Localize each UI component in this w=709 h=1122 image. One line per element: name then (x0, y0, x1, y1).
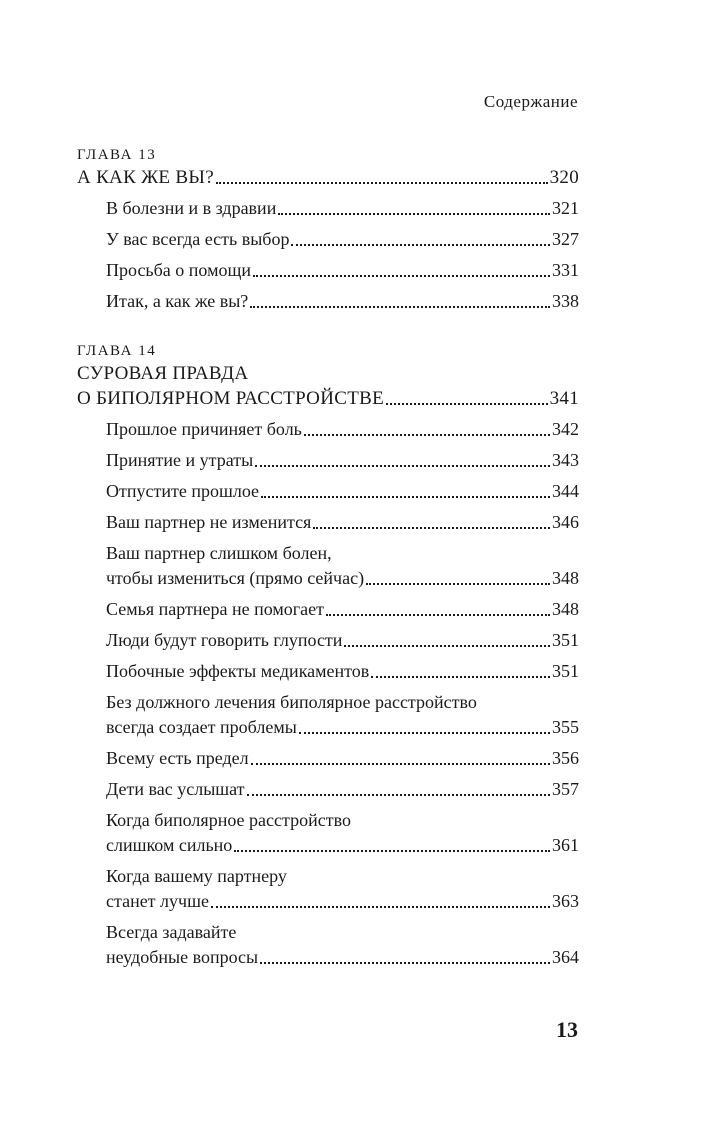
toc-entry[interactable] (106, 448, 579, 473)
dot-leader (291, 227, 550, 252)
dot-leader (326, 597, 550, 622)
section-title-last-line (106, 566, 579, 591)
section-title: Ваш партнер не изменится (106, 512, 312, 532)
section-title-first-line: Без должного лечения биполярное расстройство (106, 692, 477, 712)
section-title: всегда создает проблемы (106, 717, 297, 737)
page-number: 13 (556, 1017, 578, 1042)
section-page: 342 (552, 419, 579, 439)
chapter-title-line: СУРОВАЯ ПРАВДА (77, 363, 249, 384)
chapter-14 (77, 341, 579, 970)
section-page: 355 (552, 717, 579, 737)
toc-entry[interactable] (106, 258, 579, 283)
toc-entry[interactable] (106, 196, 579, 221)
running-head: Содержание (483, 92, 578, 111)
dot-leader (216, 165, 548, 190)
section-page: 348 (552, 568, 579, 588)
dot-leader (313, 510, 550, 535)
toc-entry[interactable] (106, 479, 579, 504)
dot-leader (250, 289, 550, 314)
dot-leader (344, 628, 550, 653)
dot-leader (299, 715, 550, 740)
section-title: У вас всегда есть выбор (106, 229, 290, 249)
dot-leader (251, 746, 550, 771)
section-title-first-line: Когда вашему партнеру (106, 866, 287, 886)
dot-leader (304, 417, 550, 442)
chapter-label: ГЛАВА 13 (77, 147, 157, 163)
toc-entry[interactable] (106, 659, 579, 684)
chapter-13 (77, 145, 579, 314)
section-title-first-line: Ваш партнер слишком болен, (106, 543, 332, 563)
dot-leader (211, 889, 550, 914)
section-title-first-line: Всегда задавайте (106, 922, 237, 942)
toc-entry[interactable] (106, 510, 579, 535)
section-title: неудобные вопросы (106, 947, 259, 967)
dot-leader (234, 833, 550, 858)
section-title: Дети вас услышат (106, 779, 245, 799)
section-page: 348 (552, 599, 579, 619)
toc-entry-multiline[interactable] (106, 864, 579, 914)
section-title: Прошлое причиняет боль (106, 419, 302, 439)
toc-entry-multiline[interactable] (106, 690, 579, 740)
toc-entry[interactable] (106, 628, 579, 653)
toc-entry[interactable] (106, 777, 579, 802)
section-title-first-line: Когда биполярное расстройство (106, 810, 351, 830)
section-title-last-line (106, 945, 579, 970)
toc-entry-multiline[interactable] (106, 541, 579, 591)
dot-leader (278, 196, 550, 221)
section-page: 331 (552, 260, 579, 280)
dot-leader (253, 258, 550, 283)
section-title-last-line (106, 833, 579, 858)
toc-entry-multiline[interactable] (106, 808, 579, 858)
section-title: Отпустите прошлое (106, 481, 260, 501)
toc-entry[interactable] (106, 289, 579, 314)
section-page: 344 (552, 481, 579, 501)
dot-leader (247, 777, 550, 802)
chapter-label: ГЛАВА 14 (77, 343, 157, 359)
dot-leader (371, 659, 550, 684)
section-page: 357 (552, 779, 579, 799)
section-page: 364 (552, 947, 579, 967)
toc-entry[interactable] (106, 597, 579, 622)
toc-entry[interactable] (106, 746, 579, 771)
section-page: 327 (552, 229, 579, 249)
section-page: 361 (552, 835, 579, 855)
section-title-last-line (106, 889, 579, 914)
section-page: 351 (552, 630, 579, 650)
dot-leader (255, 448, 550, 473)
section-page: 351 (552, 661, 579, 681)
section-title: Семья партнера не помогает (106, 599, 324, 619)
section-title: Всему есть предел (106, 748, 249, 768)
dot-leader (260, 945, 550, 970)
toc-entry[interactable] (106, 417, 579, 442)
section-title: Принятие и утраты (106, 450, 254, 470)
chapter-title: О БИПОЛЯРНОМ РАССТРОЙСТВЕ (77, 388, 384, 409)
section-title: слишком сильно (106, 835, 233, 855)
section-title: Побочные эффекты медикаментов (106, 661, 370, 681)
dot-leader (386, 386, 548, 411)
toc-entry[interactable] (106, 227, 579, 252)
table-of-contents (77, 145, 579, 997)
chapter-title: А КАК ЖЕ ВЫ? (77, 167, 214, 188)
dot-leader (261, 479, 550, 504)
section-title: Люди будут говорить глупости (106, 630, 343, 650)
chapter-title-entry[interactable] (77, 386, 579, 411)
toc-entry-multiline[interactable] (106, 920, 579, 970)
chapter-title-entry[interactable] (77, 165, 579, 190)
section-title: Итак, а как же вы? (106, 291, 249, 311)
section-title-last-line (106, 715, 579, 740)
section-title: чтобы измениться (прямо сейчас) (106, 568, 365, 588)
chapter-page: 341 (549, 388, 579, 409)
dot-leader (366, 566, 550, 591)
chapter-page: 320 (549, 167, 579, 188)
section-title: В болезни и в здравии (106, 198, 277, 218)
section-page: 321 (552, 198, 579, 218)
section-page: 338 (552, 291, 579, 311)
section-page: 356 (552, 748, 579, 768)
section-title: Просьба о помощи (106, 260, 251, 280)
section-list (106, 417, 579, 970)
section-page: 346 (552, 512, 579, 532)
section-title: станет лучше (106, 891, 209, 911)
section-page: 343 (552, 450, 579, 470)
section-list (106, 196, 579, 314)
section-page: 363 (552, 891, 579, 911)
